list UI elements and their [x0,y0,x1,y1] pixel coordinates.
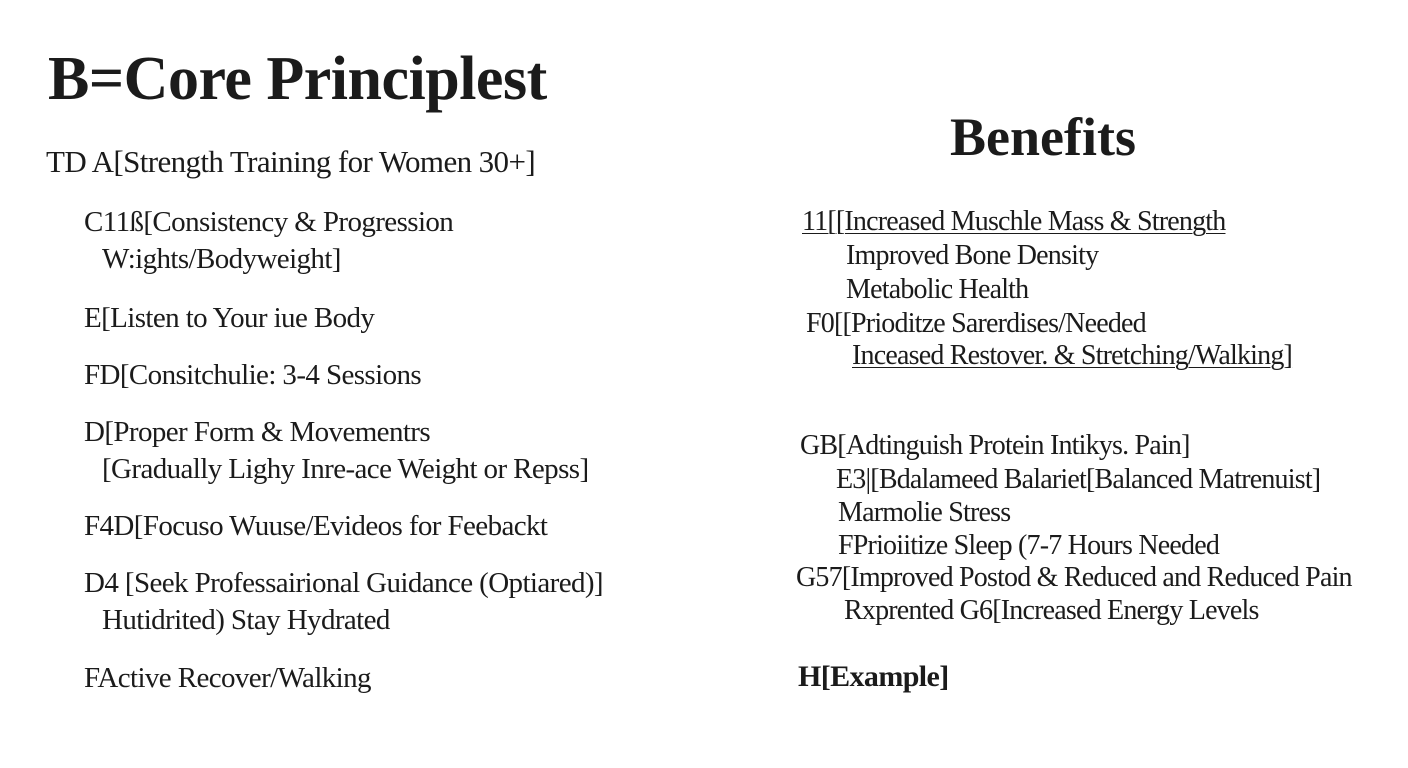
principle-line-listen: E[Listen to Your iue Body [84,302,375,334]
benefit-line-sleep: FPrioiitize Sleep (7-7 Hours Needed [838,530,1220,561]
benefit-line-metabolic: Metabolic Health [846,274,1029,305]
example-label: H[Example] [798,660,949,693]
benefits-title: Benefits [950,107,1136,167]
core-principles-title: B=Core Principlest [48,45,547,113]
program-subtitle: TD A[Strength Training for Women 30+] [46,144,536,179]
principle-line-weights: W:ights/Bodyweight] [102,243,341,275]
principle-line-gradual: [Gradually Lighy Inre-ace Weight or Repss] [102,453,589,485]
principle-line-videos: F4D[Focuso Wuuse/Evideos for Feebackt [84,510,548,542]
benefit-line-stress: Marmolie Stress [838,497,1011,528]
benefit-line-muscle: 11[[Increased Muschle Mass & Strength [802,206,1226,237]
benefit-line-restover: Inceased Restover. & Stretching/Walking] [852,340,1293,371]
principle-line-hydrated: Hutidrited) Stay Hydrated [102,604,390,636]
benefit-line-balanced: E3|[Bdalameed Balariet[Balanced Matrenuist] [836,464,1321,495]
benefit-line-protein: GB[Adtinguish Protein Intikys. Pain] [800,430,1190,461]
benefit-line-bone: Improved Bone Density [846,240,1099,271]
principle-line-form: D[Proper Form & Movementrs [84,416,431,448]
principle-line-sessions: FD[Consitchulie: 3-4 Sessions [84,359,422,391]
principle-line-consistency: C11ß[Consistency & Progression [84,206,454,238]
benefit-line-prioritize: F0[[Prioditze Sarerdises/Needed [806,308,1146,339]
principle-line-guidance: D4 [Seek Professairional Guidance (Optiared)] [84,567,603,599]
benefit-line-energy: Rxprented G6[Increased Energy Levels [844,595,1259,626]
principle-line-recovery: FActive Recover/Walking [84,662,371,694]
benefit-line-posture: G57[Improved Postod & Reduced and Reduced Pain [796,562,1352,593]
